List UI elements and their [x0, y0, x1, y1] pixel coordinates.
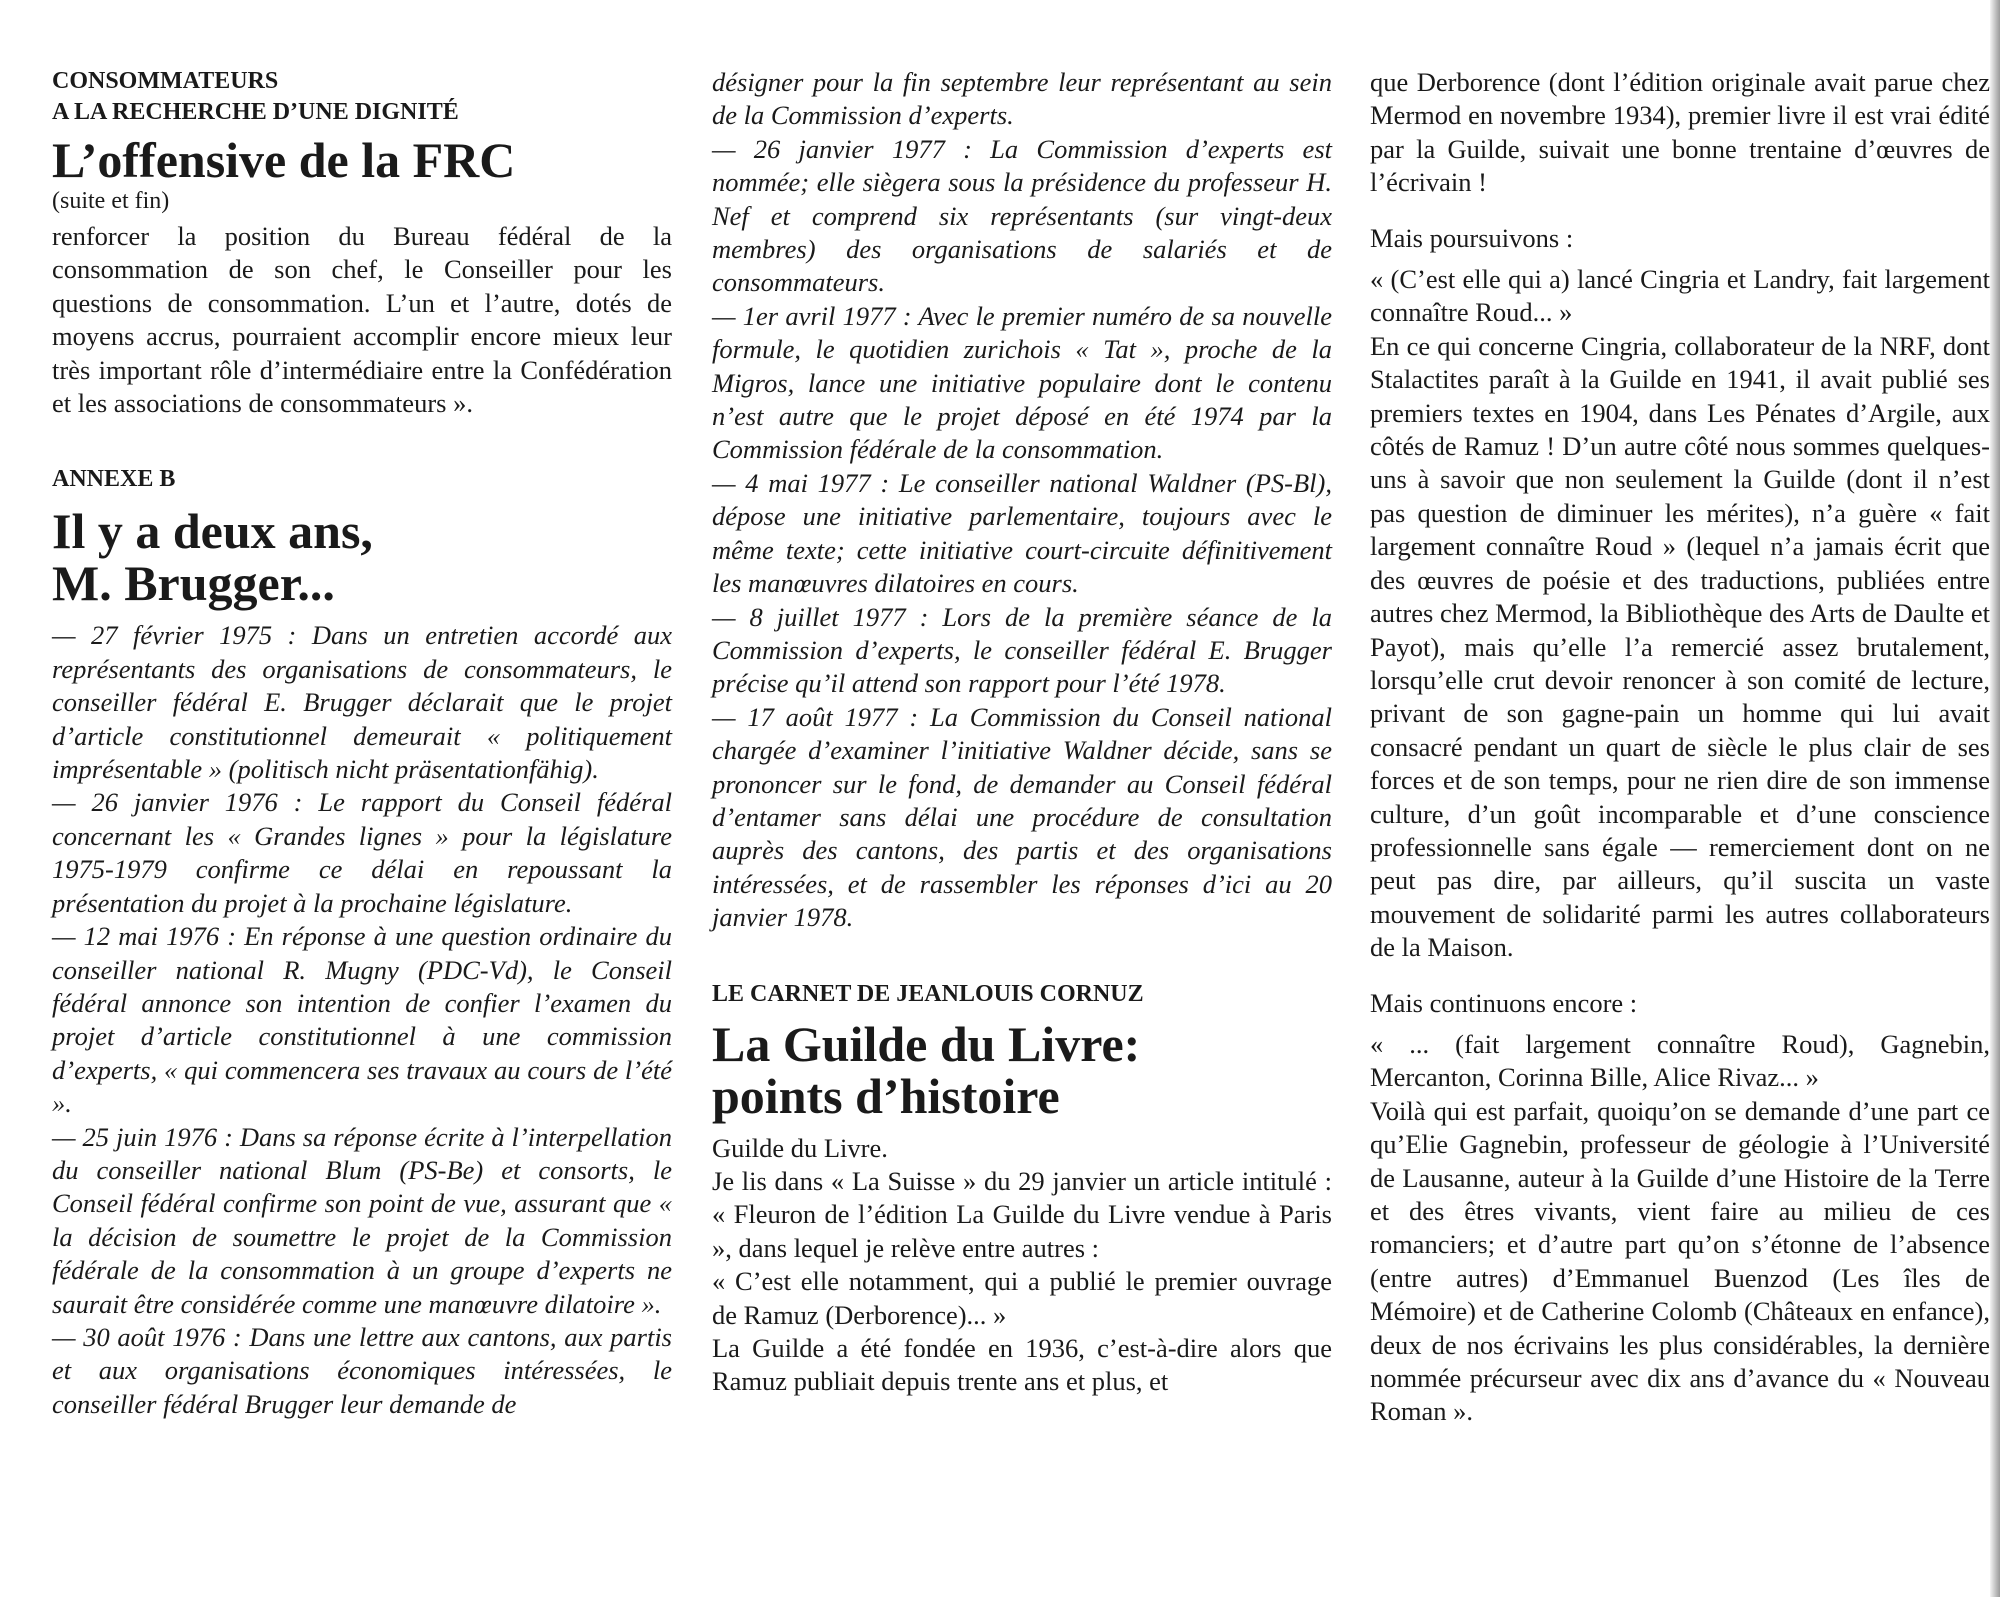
article-paragraph: La Guilde a été fondée en 1936, c’est-à-dire alors que Ramuz publiait depuis trente ans et plus, et: [712, 1333, 1332, 1397]
article-paragraph: « C’est elle notamment, qui a publié le premier ouvrage de Ramuz (Derborence)... »: [712, 1266, 1332, 1330]
article-paragraph: Guilde du Livre.: [712, 1132, 888, 1163]
article-title-line-2: points d’histoire: [712, 1067, 1060, 1124]
annex-title-line-2: M. Brugger...: [52, 555, 335, 612]
timeline-entry: — 17 août 1977 : La Commission du Conseil national chargée d’examiner l’initiative Waldner décide, sans se prononcer sur le fond, de demander au Conseil fédéral d’entamer sans délai une procédure de consultation auprès des cantons, des partis et des organisations intéressées, et de rassembler les réponses d’ici au 20 janvier 1978.: [712, 701, 1332, 933]
article-paragraph: que Derborence (dont l’édition originale avait parue chez Mermod en novembre 1934), premier livre il est vrai édité par la Guilde, suivait une bonne trentaine d’œuvres de l’écrivain !: [1370, 67, 1990, 198]
timeline-entry: — 1er avril 1977 : Avec le premier numéro de sa nouvelle formule, le quotidien zurichois « Tat », proche de la Migros, lance une initiative populaire dont le contenu n’est autre que le projet déposé en été 1974 par la Commission fédérale de la consommation.: [712, 300, 1332, 465]
timeline-entry: — 12 mai 1976 : En réponse à une question ordinaire du conseiller national R. Mugny (PDC-Vd), le Conseil fédéral annonce son intention de confier l’examen du projet d’article constitutionnel à une commission d’experts, « qui commencera ses travaux au cours de l’été ».: [52, 921, 672, 1119]
annex-label: ANNEXE B: [52, 466, 176, 493]
timeline-entry: — 8 juillet 1977 : Lors de la première séance de la Commission d’experts, le conseiller fédéral E. Brugger précise qu’il attend son rapport pour l’été 1978.: [712, 601, 1332, 699]
timeline-entry: — 26 janvier 1977 : La Commission d’experts est nommée; elle siègera sous la présidence du professeur H. Nef et comprend six représentants (sur vingt-deux membres) des organisations de salariés et de consommateurs.: [712, 133, 1332, 298]
timeline-entry: désigner pour la fin septembre leur représentant au sein de la Commission d’experts.: [712, 67, 1332, 131]
article-paragraph: En ce qui concerne Cingria, collaborateur de la NRF, dont Stalactites paraît à la Guilde en 1941, il avait publié ses premiers textes en 1904, dans Les Pénates d’Argile, aux côtés de Ramuz ! D’un autre côté nous sommes quelques-uns à savoir que non seulement la Guilde (dont il n’est pas question de diminuer les mérites), n’a guère « fait largement connaître Roud » (lequel n’a jamais écrit que des œuvres de poésie et des traductions, publiées entre autres chez Mermod, la Bibliothèque des Arts de Daulte et Payot), mais qu’elle l’a remercié assez brutalement, lorsqu’elle crut devoir renoncer à son comité de lecture, privant de son gagne-pain un homme qui lui avait consacré pendant un quart de siècle le plus clair de ses forces et de son temps, pour ne rien dire de son immense culture, d’un goût incomparable et d’une conscience professionnelle sans égale — remerciement dont on ne peut pas dire, par ailleurs, qu’il suscita un vaste mouvement de solidarité parmi les autres collaborateurs de la Maison.: [1370, 330, 1990, 963]
page-edge-shadow: [1990, 0, 2000, 1597]
article-title: L’offensive de la FRC: [52, 132, 516, 188]
column-2: [712, 66, 1332, 1399]
article-paragraph: Mais poursuivons :: [1370, 222, 1574, 253]
article-paragraph: « ... (fait largement connaître Roud), Gagnebin, Mercanton, Corinna Bille, Alice Rivaz... »: [1370, 1028, 1990, 1093]
timeline-entry: — 26 janvier 1976 : Le rapport du Conseil fédéral concernant les « Grandes lignes » pour la législature 1975-1979 confirme ce délai en repoussant la présentation du projet à la prochaine législature.: [52, 787, 672, 918]
annex-title-line-1: Il y a deux ans,: [52, 503, 373, 560]
article-paragraph: Je lis dans « La Suisse » du 29 janvier un article intitulé : « Fleuron de l’édition La Guilde du Livre vendue à Paris », dans lequel je relève entre autres :: [712, 1165, 1332, 1263]
section-kicker: CONSOMMATEURS A LA RECHERCHE D’UNE DIGNITÉ: [52, 68, 459, 125]
timeline-entry: — 30 août 1976 : Dans une lettre aux cantons, aux partis et aux organisations économiques intéressées, le conseiller fédéral Brugger leur demande de: [52, 1321, 672, 1419]
timeline-entry: — 25 juin 1976 : Dans sa réponse écrite à l’interpellation du conseiller national Blum (PS-Be) et consorts, le Conseil fédéral confirme son point de vue, assurant que « la décision de soumettre le projet de la Commission fédérale de la consommation à un groupe d’experts ne saurait être considérée comme une manœuvre dilatoire ».: [52, 1121, 672, 1319]
column-3: [1370, 66, 1990, 1429]
article-paragraph: renforcer la position du Bureau fédéral de la consommation de son chef, le Conseiller pour les questions de consommation. L’un et l’autre, dotés de moyens accrus, pourraient accomplir encore mieux leur très important rôle d’intermédiaire entre la Confédération et les associations de consommateurs ».: [52, 221, 672, 419]
section-kicker: LE CARNET DE JEANLOUIS CORNUZ: [712, 980, 1144, 1007]
article-paragraph: « (C’est elle qui a) lancé Cingria et Landry, fait largement connaître Roud... »: [1370, 264, 1990, 328]
article-paragraph: Mais continuons encore :: [1370, 987, 1638, 1018]
timeline-entry: — 4 mai 1977 : Le conseiller national Waldner (PS-Bl), dépose une initiative parlementaire, toujours avec le même texte; cette initiative court-circuite définitivement les manœuvres dilatoires en cours.: [712, 467, 1332, 599]
article-subtitle: (suite et fin): [52, 188, 170, 214]
timeline-entry: — 27 février 1975 : Dans un entretien accordé aux représentants des organisations de consommateurs, le conseiller fédéral E. Brugger déclarait que le projet d’article constitutionnel demeurait « politiquement imprésentable » (politisch nicht präsentationfähig).: [52, 620, 672, 785]
article-paragraph: Voilà qui est parfait, quoiqu’on se demande d’une part ce qu’Elie Gagnebin, professeur de géologie à l’Université de Lausanne, auteur à la Guilde d’une Histoire de la Terre et des êtres vivants, vient faire au milieu de ces romanciers; et d’autre part qu’on s’étonne de l’absence (entre autres) d’Emmanuel Buenzod (Les îles de Mémoire) et de Catherine Colomb (Châteaux en enfance), deux de nos écrivains les plus considérables, la dernière nommée précurseur avec dix ans d’avance du « Nouveau Roman ».: [1370, 1095, 1990, 1427]
article-title-line-1: La Guilde du Livre:: [712, 1015, 1141, 1072]
column-1: [52, 66, 672, 1421]
